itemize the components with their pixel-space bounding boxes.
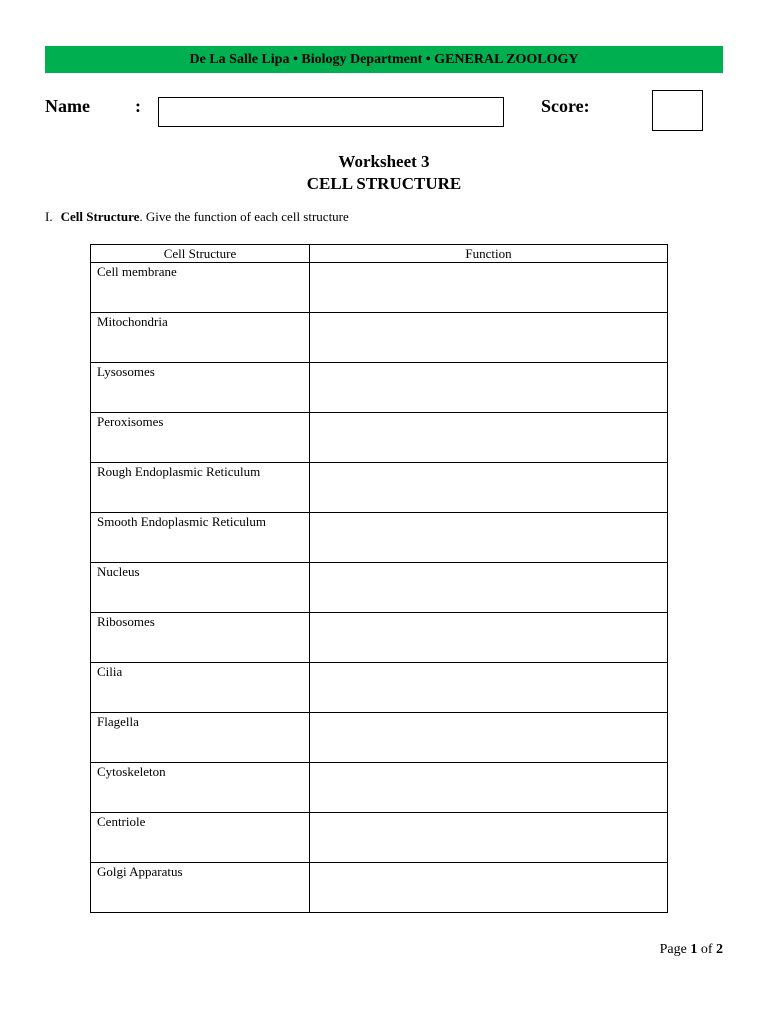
structure-cell: Peroxisomes xyxy=(91,413,310,463)
structure-cell: Rough Endoplasmic Reticulum xyxy=(91,463,310,513)
function-answer-cell[interactable] xyxy=(310,713,668,763)
header-function: Function xyxy=(310,245,668,263)
banner-text: De La Salle Lipa • Biology Department • GENERAL ZOOLOGY xyxy=(189,51,579,67)
name-label: Name xyxy=(45,96,90,116)
section-instruction xyxy=(45,209,349,225)
structure-cell: Cilia xyxy=(91,663,310,713)
function-answer-cell[interactable] xyxy=(310,413,668,463)
score-label: Score: xyxy=(541,96,590,116)
table-row xyxy=(91,813,668,863)
header-cell-structure: Cell Structure xyxy=(91,245,310,263)
function-answer-cell[interactable] xyxy=(310,263,668,313)
name-colon: : xyxy=(135,96,141,116)
table-row xyxy=(91,313,668,363)
table-header-row xyxy=(91,245,668,263)
total-pages: 2 xyxy=(716,942,723,957)
of-word: of xyxy=(700,942,713,957)
table-row xyxy=(91,863,668,913)
department-banner xyxy=(45,46,723,73)
function-answer-cell[interactable] xyxy=(310,613,668,663)
table-row xyxy=(91,263,668,313)
function-answer-cell[interactable] xyxy=(310,513,668,563)
table-row xyxy=(91,563,668,613)
section-instruction-text: . Give the function of each cell structure xyxy=(139,209,349,224)
section-heading: Cell Structure xyxy=(60,209,140,224)
table-row xyxy=(91,463,668,513)
function-answer-cell[interactable] xyxy=(310,863,668,913)
structure-cell: Smooth Endoplasmic Reticulum xyxy=(91,513,310,563)
structure-cell: Centriole xyxy=(91,813,310,863)
function-answer-cell[interactable] xyxy=(310,463,668,513)
page-number xyxy=(660,942,723,958)
structure-cell: Ribosomes xyxy=(91,613,310,663)
structure-cell: Mitochondria xyxy=(91,313,310,363)
section-number: I. xyxy=(45,209,53,224)
function-answer-cell[interactable] xyxy=(310,363,668,413)
current-page: 1 xyxy=(690,942,698,957)
table-row xyxy=(91,413,668,463)
table-row xyxy=(91,513,668,563)
table-row xyxy=(91,663,668,713)
table-row xyxy=(91,363,668,413)
cell-structure-table xyxy=(90,244,668,913)
structure-cell: Flagella xyxy=(91,713,310,763)
structure-cell: Cytoskeleton xyxy=(91,763,310,813)
score-field[interactable] xyxy=(652,90,703,131)
table-row xyxy=(91,713,668,763)
function-answer-cell[interactable] xyxy=(310,813,668,863)
worksheet-title: Worksheet 3 xyxy=(338,152,430,171)
name-field[interactable] xyxy=(158,97,504,127)
worksheet-subtitle: CELL STRUCTURE xyxy=(306,174,462,193)
structure-cell: Lysosomes xyxy=(91,363,310,413)
table-row xyxy=(91,763,668,813)
page-word: Page xyxy=(659,942,687,957)
structure-cell: Golgi Apparatus xyxy=(91,863,310,913)
structure-cell: Nucleus xyxy=(91,563,310,613)
function-answer-cell[interactable] xyxy=(310,663,668,713)
function-answer-cell[interactable] xyxy=(310,763,668,813)
function-answer-cell[interactable] xyxy=(310,313,668,363)
function-answer-cell[interactable] xyxy=(310,563,668,613)
structure-cell: Cell membrane xyxy=(91,263,310,313)
table-row xyxy=(91,613,668,663)
